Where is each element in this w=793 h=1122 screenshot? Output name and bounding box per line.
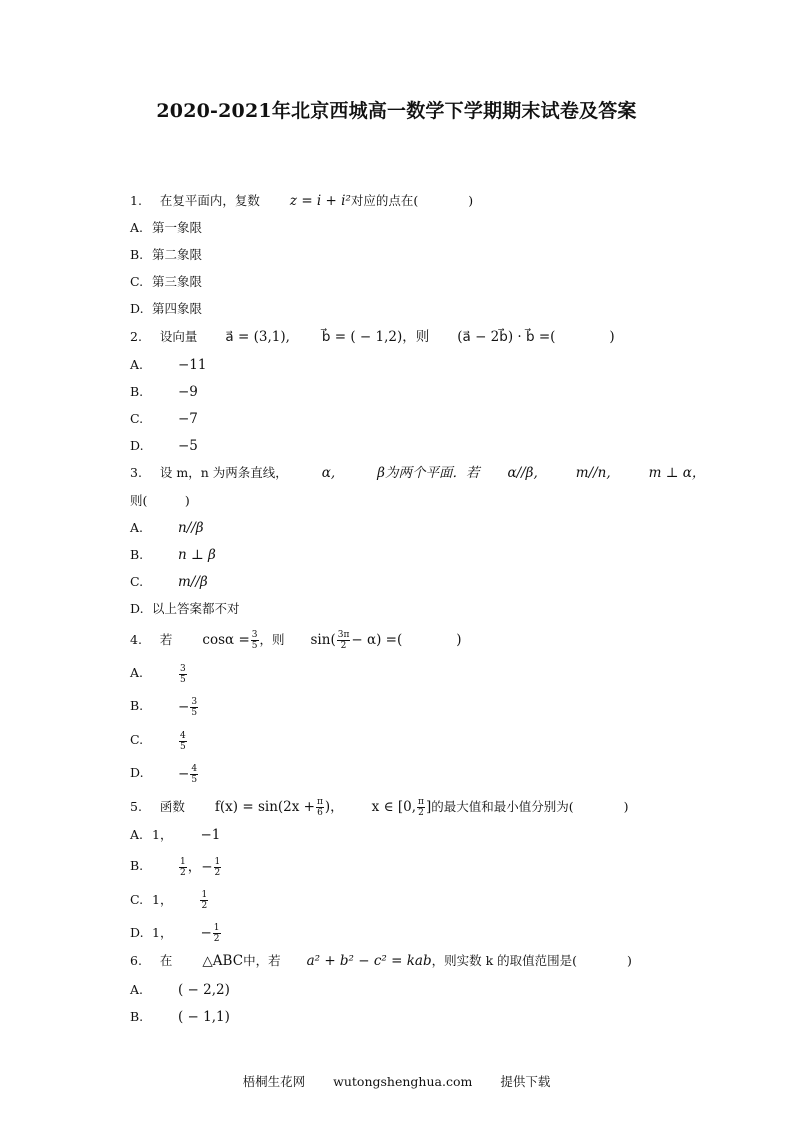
option-b: B. ( − 1,1) [130,1009,230,1025]
formula: z = i + i² [289,193,351,209]
question-3-line-2: 则( ) [130,493,190,508]
option-a: A. ( − 2,2) [130,982,230,998]
footer-note: 提供下载 [500,1074,551,1089]
document-title: 2020-2021年北京西城高一数学下学期期末试卷及答案 [156,100,637,122]
question-2 [130,328,615,346]
question-1 [130,192,473,210]
option-b: B. $\frac{1}{2}$ ，− $\frac{1}{2}$ [130,857,221,878]
question-number: 2. [130,329,142,344]
option-d: D. 1， − $\frac{1}{2}$ [130,923,220,944]
option-b: B. −9 [130,384,198,400]
option-d: D. −5 [130,438,198,454]
question-number: 4. [130,632,142,647]
question-text: 在 [159,953,173,968]
footer-site-name: 梧桐生花网 [242,1074,306,1089]
option-d: D. 以上答案都不对 [130,601,240,616]
option-b: B. 第二象限 [130,247,203,262]
question-text-post: 对应的点在( ) [350,193,474,208]
question-4: 4. 若 cosα = $\frac{3}{5}$ ，则 sin( $\frac{3\pi}{2}$ − α) =( ) [130,630,462,651]
vector-a: a⃗ = (3,1), [225,329,290,345]
option-a: A. 第一象限 [130,220,203,235]
fraction: $\frac{3}{5}$ [251,630,258,651]
question-3: 3. 设 m，n 为两条直线， α, β为两个平面．若 α//β, m//n, m ⊥ α， [130,465,706,481]
question-text: 设向量 [159,329,198,344]
option-c: C. 第三象限 [130,274,203,289]
option-c: C. $\frac{4}{5}$ [130,731,186,752]
option-c: C. −7 [130,411,198,427]
option-a: A. 1， −1 [130,827,221,843]
question-number: 5. [130,799,142,814]
question-text: 若 [159,632,173,647]
option-b: B. n ⊥ β [130,547,216,563]
expression: (a⃗ − 2b⃗) · b⃗ =( ) [457,329,615,345]
fraction: $\frac{3\pi}{2}$ [337,630,350,651]
vector-b: b⃗ = ( − 1,2)，则 [321,329,430,345]
footer-url[interactable]: wutongshenghua.com [333,1074,473,1089]
question-number: 6. [130,953,142,968]
option-c: C. 1， $\frac{1}{2}$ [130,890,208,911]
option-a: A. n//β [130,520,204,536]
option-a: A. $\frac{3}{5}$ [130,664,186,685]
option-d: D. − $\frac{4}{5}$ [130,764,198,785]
option-a: A. −11 [130,357,207,373]
page-footer [0,1072,793,1090]
option-d: D. 第四象限 [130,301,203,316]
question-6: 6. 在 △ABC中，若 a² + b² − c² = kab，则实数 k 的取值范围是( ) [130,953,632,969]
question-text: 设 m，n 为两条直线， [159,465,288,480]
question-text: 函数 [159,799,185,814]
question-5: 5. 函数 f(x) = sin(2x + $\frac{\pi}{6}$ )， x ∈ [0, $\frac{\pi}{2}$ ]的最大值和最小值分别为( ) [130,797,629,818]
option-b: B. − $\frac{3}{5}$ [130,697,198,718]
question-number: 1. [130,193,142,208]
question-number: 3. [130,465,142,480]
option-c: C. m//β [130,574,208,590]
question-text: 在复平面内，复数 [159,193,260,208]
